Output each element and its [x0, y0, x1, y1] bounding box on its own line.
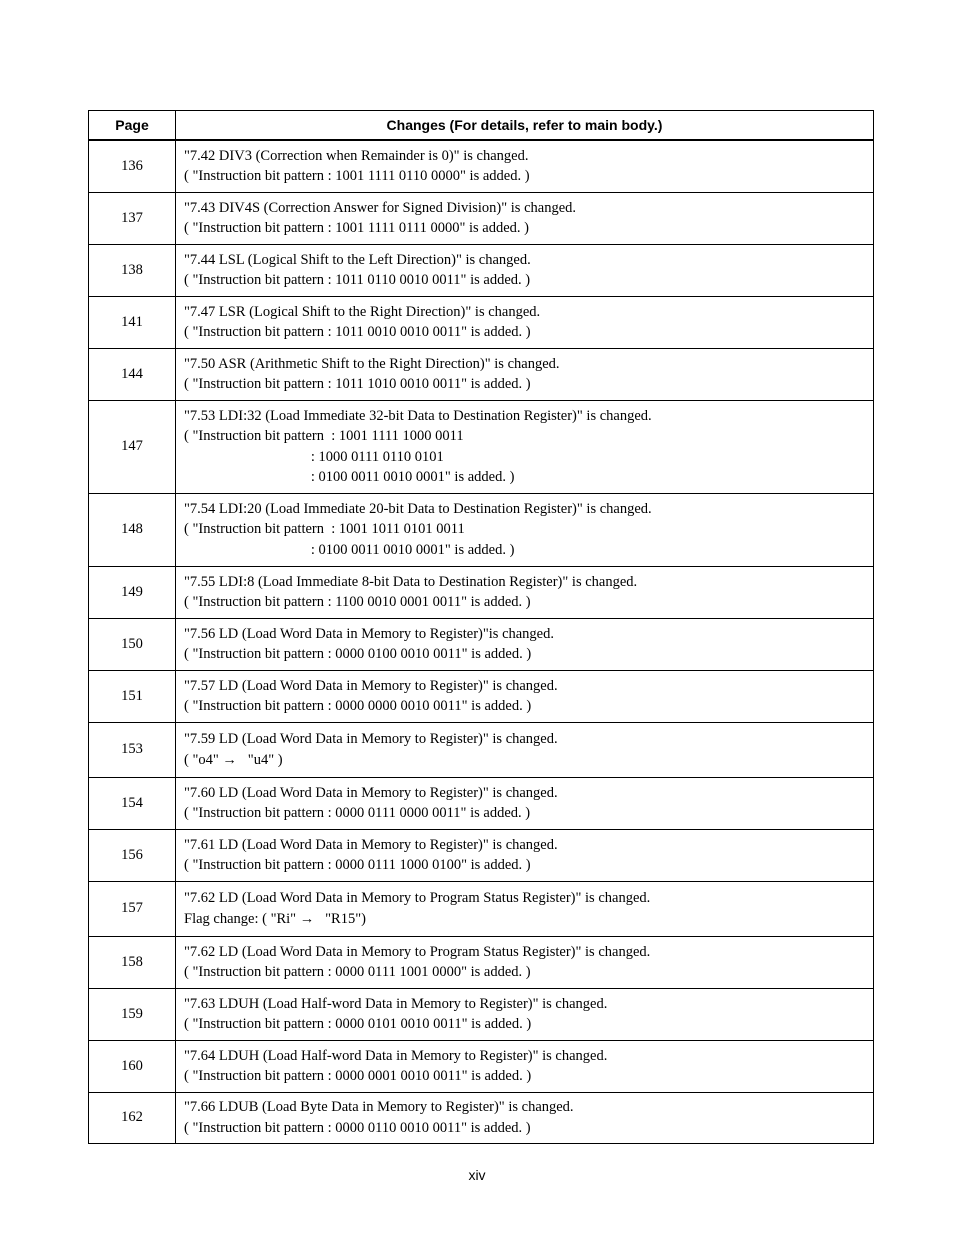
change-line: "7.61 LD (Load Word Data in Memory to Register)" is changed. — [184, 836, 558, 853]
change-line: "7.44 LSL (Logical Shift to the Left Direction)" is changed. — [184, 251, 531, 268]
table-row — [89, 566, 874, 618]
change-line: "7.62 LD (Load Word Data in Memory to Program Status Register)" is changed. — [184, 943, 651, 960]
change-line: ( "Instruction bit pattern : 0000 0111 1000 0100" is added. ) — [184, 857, 531, 873]
table-row — [89, 192, 874, 244]
page-number-cell: 150 — [89, 618, 176, 670]
change-line: ( "Instruction bit pattern : 1001 1111 1000 0011 — [184, 428, 464, 444]
change-line: "7.43 DIV4S (Correction Answer for Signed Division)" is changed. — [184, 199, 577, 216]
page-number-cell: 138 — [89, 244, 176, 296]
change-description-cell — [176, 618, 874, 670]
change-line: ( "Instruction bit pattern : 0000 0111 1001 0000" is added. ) — [184, 964, 531, 980]
page-number-cell: 162 — [89, 1092, 176, 1143]
changes-table — [88, 110, 874, 1144]
table-row — [89, 881, 874, 936]
table-row — [89, 988, 874, 1040]
change-line: "7.62 LD (Load Word Data in Memory to Program Status Register)" is changed. — [184, 890, 651, 906]
page-number-cell: 157 — [89, 881, 176, 936]
change-description-cell — [176, 1040, 874, 1092]
change-line: ( "Instruction bit pattern : 1100 0010 0001 0011" is added. ) — [184, 594, 531, 610]
change-line: : 0100 0011 0010 0001" is added. ) — [184, 541, 515, 558]
change-description-cell — [176, 936, 874, 988]
table-row — [89, 140, 874, 192]
page-number-cell: 136 — [89, 140, 176, 192]
page-number-cell: 159 — [89, 988, 176, 1040]
change-line: ( "o4" → "u4" ) — [184, 751, 283, 768]
page-number: xiv — [468, 1167, 486, 1183]
change-line: "7.50 ASR (Arithmetic Shift to the Right Direction)" is changed. — [184, 355, 560, 372]
change-line: ( "Instruction bit pattern : 1001 1111 0111 0000" is added. ) — [184, 220, 530, 236]
change-line: : 0100 0011 0010 0001" is added. ) — [184, 469, 515, 485]
change-line: ( "Instruction bit pattern : 1001 1111 0110 0000" is added. ) — [184, 168, 530, 185]
change-line: "7.53 LDI:32 (Load Immediate 32-bit Data to Destination Register)" is changed. — [184, 407, 652, 424]
change-line: ( "Instruction bit pattern : 0000 0111 0000 0011" is added. ) — [184, 805, 531, 821]
change-description-cell — [176, 140, 874, 192]
change-line: ( "Instruction bit pattern : 1001 1011 0101 0011 — [184, 521, 465, 538]
change-line: "7.47 LSR (Logical Shift to the Right Direction)" is changed. — [184, 303, 541, 320]
header-changes: Changes (For details, refer to main body.) — [176, 111, 874, 141]
page-number-cell: 151 — [89, 670, 176, 722]
change-description-cell — [176, 670, 874, 722]
change-line: "7.59 LD (Load Word Data in Memory to Register)" is changed. — [184, 731, 558, 747]
change-description-cell — [176, 829, 874, 881]
change-line: "7.64 LDUH (Load Half-word Data in Memory to Register)" is changed. — [184, 1047, 608, 1064]
page-number-cell: 158 — [89, 936, 176, 988]
change-line: ( "Instruction bit pattern : 0000 0110 0010 0011" is added. ) — [184, 1119, 531, 1136]
page-number-cell: 137 — [89, 192, 176, 244]
table-body — [89, 140, 874, 1143]
table-row — [89, 400, 874, 493]
table-row — [89, 244, 874, 296]
header-page: Page — [89, 111, 176, 141]
change-line: "7.55 LDI:8 (Load Immediate 8-bit Data to Destination Register)" is changed. — [184, 573, 638, 590]
change-line: ( "Instruction bit pattern : 0000 0001 0010 0011" is added. ) — [184, 1068, 532, 1084]
page-number-cell: 154 — [89, 777, 176, 829]
change-description-cell — [176, 777, 874, 829]
page-number-cell: 144 — [89, 348, 176, 400]
change-line: "7.54 LDI:20 (Load Immediate 20-bit Data to Destination Register)" is changed. — [184, 500, 652, 517]
change-line: ( "Instruction bit pattern : 1011 0110 0010 0011" is added. ) — [184, 272, 531, 288]
change-line: ( "Instruction bit pattern : 0000 0101 0010 0011" is added. ) — [184, 1016, 532, 1032]
change-description-cell — [176, 881, 874, 936]
change-description-cell — [176, 192, 874, 244]
change-line: ( "Instruction bit pattern : 0000 0000 0010 0011" is added. ) — [184, 698, 532, 714]
table-row — [89, 1092, 874, 1143]
change-description-cell — [176, 400, 874, 493]
change-line: ( "Instruction bit pattern : 1011 0010 0010 0011" is added. ) — [184, 324, 531, 340]
page-number-cell: 141 — [89, 296, 176, 348]
change-description-cell — [176, 348, 874, 400]
change-line: "7.63 LDUH (Load Half-word Data in Memory to Register)" is changed. — [184, 995, 608, 1012]
change-line: ( "Instruction bit pattern : 0000 0100 0010 0011" is added. ) — [184, 646, 532, 662]
table-row — [89, 829, 874, 881]
change-line: : 1000 0111 0110 0101 — [184, 448, 444, 465]
change-description-cell — [176, 988, 874, 1040]
change-line: "7.42 DIV3 (Correction when Remainder is 0)" is changed. — [184, 147, 529, 164]
change-line: "7.56 LD (Load Word Data in Memory to Register)"is changed. — [184, 625, 554, 642]
change-line: ( "Instruction bit pattern : 1011 1010 0010 0011" is added. ) — [184, 376, 531, 392]
change-description-cell — [176, 566, 874, 618]
table-row — [89, 348, 874, 400]
change-description-cell — [176, 1092, 874, 1143]
table-row — [89, 493, 874, 566]
table-row — [89, 670, 874, 722]
page-number-cell: 153 — [89, 722, 176, 777]
table-row — [89, 618, 874, 670]
page-number-cell: 148 — [89, 493, 176, 566]
change-description-cell — [176, 296, 874, 348]
header-row — [89, 111, 874, 141]
change-line: "7.57 LD (Load Word Data in Memory to Register)" is changed. — [184, 677, 558, 694]
change-line: "7.60 LD (Load Word Data in Memory to Register)" is changed. — [184, 784, 558, 801]
table-row — [89, 777, 874, 829]
table-row — [89, 722, 874, 777]
change-line: Flag change: ( "Ri" → "R15") — [184, 910, 366, 927]
page-number-cell: 149 — [89, 566, 176, 618]
change-line: "7.66 LDUB (Load Byte Data in Memory to Register)" is changed. — [184, 1099, 574, 1115]
page-number-cell: 160 — [89, 1040, 176, 1092]
change-description-cell — [176, 493, 874, 566]
change-description-cell — [176, 244, 874, 296]
table-row — [89, 296, 874, 348]
page-number-cell: 147 — [89, 400, 176, 493]
table-row — [89, 936, 874, 988]
table-row — [89, 1040, 874, 1092]
page-number-cell: 156 — [89, 829, 176, 881]
change-description-cell — [176, 722, 874, 777]
